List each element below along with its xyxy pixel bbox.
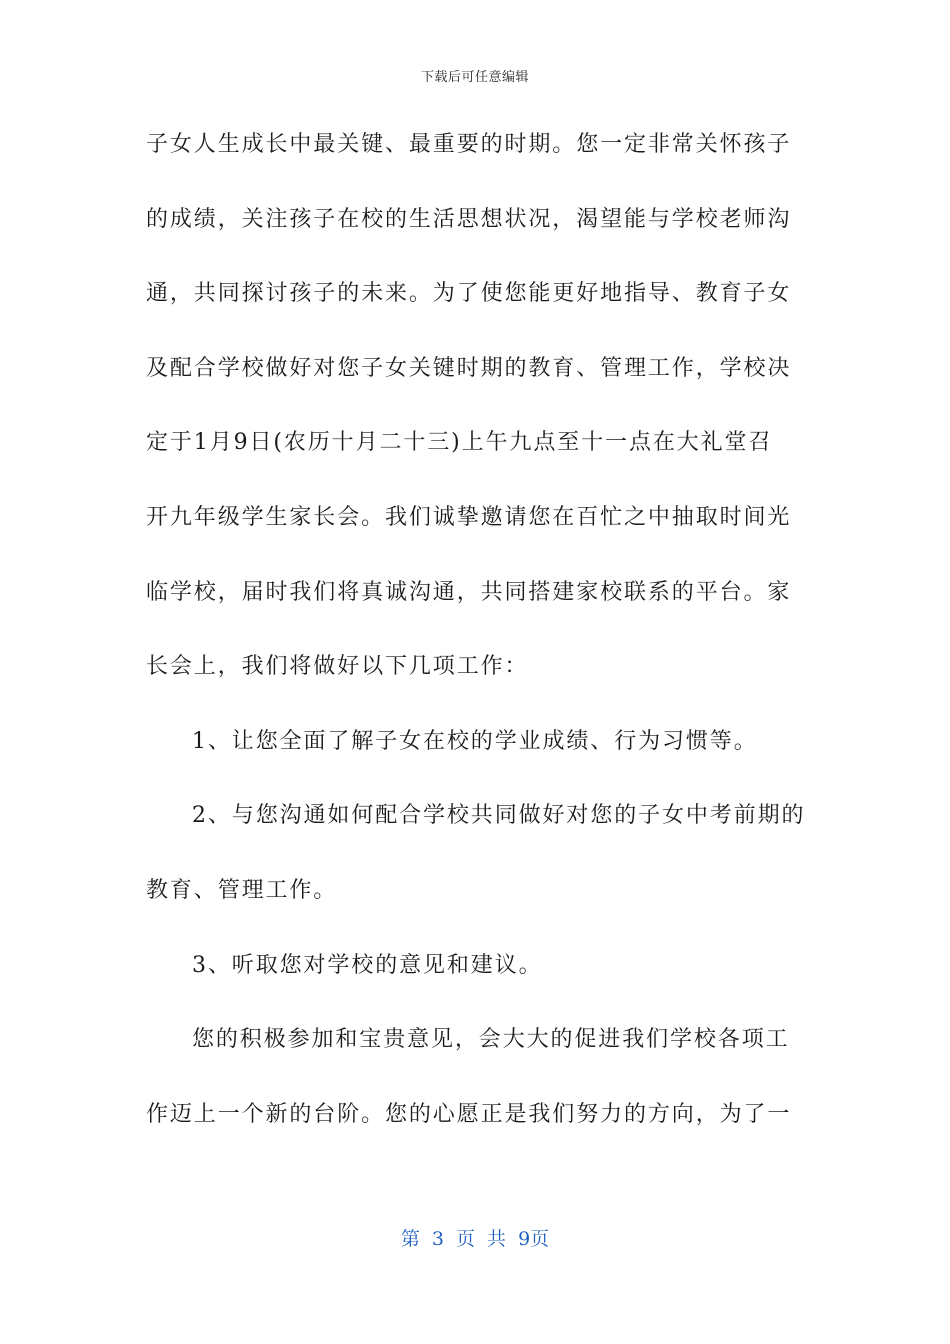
list-item-3: 3、听取您对学校的意见和建议。: [192, 952, 543, 978]
page-number: 第 3 页 共 9页: [400, 1228, 550, 1250]
list-item-2: 2、与您沟通如何配合学校共同做好对您的子女中考前期的: [192, 803, 806, 829]
page-header-note: 下载后可任意编辑: [420, 70, 529, 85]
body-line-4: 及配合学校做好对您子女关键时期的教育、管理工作，学校决: [146, 355, 792, 381]
body-line-8: 长会上，我们将做好以下几项工作：: [146, 654, 529, 680]
body-line-3: 通，共同探讨孩子的未来。为了使您能更好地指导、教育子女: [146, 281, 792, 307]
body-line-2: 的成绩，关注孩子在校的生活思想状况，渴望能与学校老师沟: [146, 206, 792, 232]
body-line-6: 开九年级学生家长会。我们诚挚邀请您在百忙之中抽取时间光: [146, 504, 792, 530]
closing-paragraph-line-2: 作迈上一个新的台阶。您的心愿正是我们努力的方向，为了一: [146, 1101, 792, 1127]
body-line-1: 子女人生成长中最关键、最重要的时期。您一定非常关怀孩子: [146, 132, 792, 157]
list-item-2-continued: 教育、管理工作。: [146, 877, 338, 903]
closing-paragraph-line-1: 您的积极参加和宝贵意见，会大大的促进我们学校各项工: [192, 1027, 790, 1053]
list-item-1: 1、让您全面了解子女在校的学业成绩、行为习惯等。: [192, 728, 758, 754]
body-line-7: 临学校，届时我们将真诚沟通，共同搭建家校联系的平台。家: [146, 579, 792, 605]
body-line-5: 定于1月9日(农历十月二十三)上午九点至十一点在大礼堂召: [146, 430, 773, 456]
document-body: [146, 122, 806, 1166]
